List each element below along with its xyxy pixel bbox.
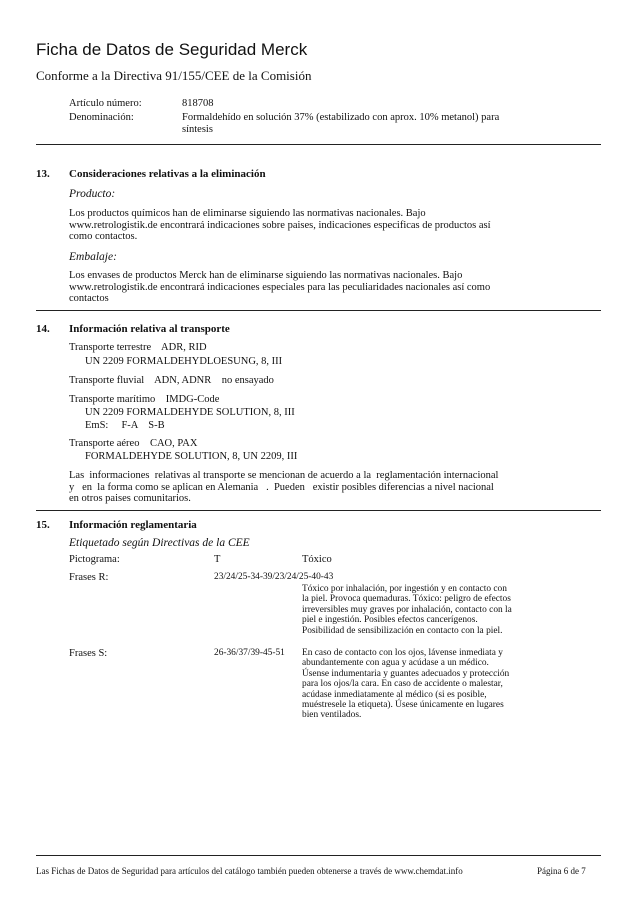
footer-divider: [36, 855, 601, 856]
divider: [36, 510, 601, 511]
pictogram-label: Pictograma:: [69, 554, 120, 565]
air-transport-detail: FORMALDEHYDE SOLUTION, 8, UN 2209, III: [85, 451, 298, 462]
packaging-heading: Embalaje:: [69, 251, 117, 263]
packaging-text: Los envases de productos Merck han de eliminarse siguiendo las normativas nacionales. Bajo www.retrologistik.de encontrará indicaciones especiales para las peculiaridades nacionales así como contactos: [69, 270, 491, 304]
road-transport: Transporte terrestre ADR, RID: [69, 342, 207, 353]
section-14-number: 14.: [36, 323, 50, 335]
section-15-number: 15.: [36, 519, 50, 531]
road-transport-detail: UN 2209 FORMALDEHYDLOESUNG, 8, III: [85, 356, 283, 367]
r-phrases-codes: 23/24/25-34-39/23/24/25-40-43: [214, 572, 334, 582]
article-number-label: Artículo número:: [69, 98, 142, 109]
labeling-subheading: Etiquetado según Directivas de la CEE: [69, 537, 250, 549]
air-transport: Transporte aéreo CAO, PAX: [69, 438, 198, 449]
sea-transport: Transporte marítimo IMDG-Code: [69, 394, 220, 405]
s-phrases-text: En caso de contacto con los ojos, lávense inmediata y abundantemente con agua y acúdase a un médico. Úsense indumentaria y guantes adecuados y protección para los ojos/la cara. En caso de accidente o malestar, acúdase inmediatamente al médico (si es posible, muéstresele la etiqueta). Úsese únicamente en lugares bien ventilados.: [302, 648, 510, 721]
article-name-label: Denominación:: [69, 112, 134, 123]
article-number-value: 818708: [182, 98, 214, 109]
transport-note: Las informaciones relativas al transporte se mencionan de acuerdo a la reglamentación internacional y en la forma como se aplican en Alemania . Pueden existir posibles diferencias a nivel nacional en otros paises comunitarios.: [69, 470, 504, 504]
page-number: Página 6 de 7: [537, 866, 586, 876]
sea-transport-detail: UN 2209 FORMALDEHYDE SOLUTION, 8, III: [85, 407, 295, 418]
divider: [36, 144, 601, 145]
section-14-title: Información relativa al transporte: [69, 323, 230, 335]
footer-text: Las Fichas de Datos de Seguridad para artículos del catálogo también pueden obtenerse a través de www.chemdat.info: [36, 866, 463, 876]
ems-code: EmS: F-A S-B: [85, 420, 165, 431]
s-phrases-codes: 26-36/37/39-45-51: [214, 648, 285, 658]
document-title: Ficha de Datos de Seguridad Merck: [36, 40, 308, 59]
pictogram-code: T: [214, 554, 221, 565]
product-heading: Producto:: [69, 188, 116, 200]
r-phrases-text: Tóxico por inhalación, por ingestión y en contacto con la piel. Provoca quemaduras. Tóxico: peligro de efectos irreversibles muy graves por inhalación, contacto con la piel e ingestión. Posibles efectos cancerígenos. Posibilidad de sensibilización en contacto con la piel.: [302, 584, 512, 636]
s-phrases-label: Frases S:: [69, 648, 108, 659]
product-text: Los productos químicos han de eliminarse siguiendo las normativas nacionales. Bajo www.retrologistik.de encontrará indicaciones sobre paises, indicaciones especificas de productos así como contactos.: [69, 208, 491, 242]
divider: [36, 310, 601, 311]
section-13-title: Consideraciones relativas a la eliminación: [69, 168, 266, 180]
section-13-number: 13.: [36, 168, 50, 180]
river-transport: Transporte fluvial ADN, ADNR no ensayado: [69, 375, 274, 386]
document-subtitle: Conforme a la Directiva 91/155/CEE de la Comisión: [36, 68, 312, 83]
article-name-value: Formaldehído en solución 37% (estabilizado con aprox. 10% metanol) para síntesis: [182, 112, 500, 135]
pictogram-text: Tóxico: [302, 554, 332, 565]
r-phrases-label: Frases R:: [69, 572, 109, 583]
section-15-title: Información reglamentaria: [69, 519, 197, 531]
